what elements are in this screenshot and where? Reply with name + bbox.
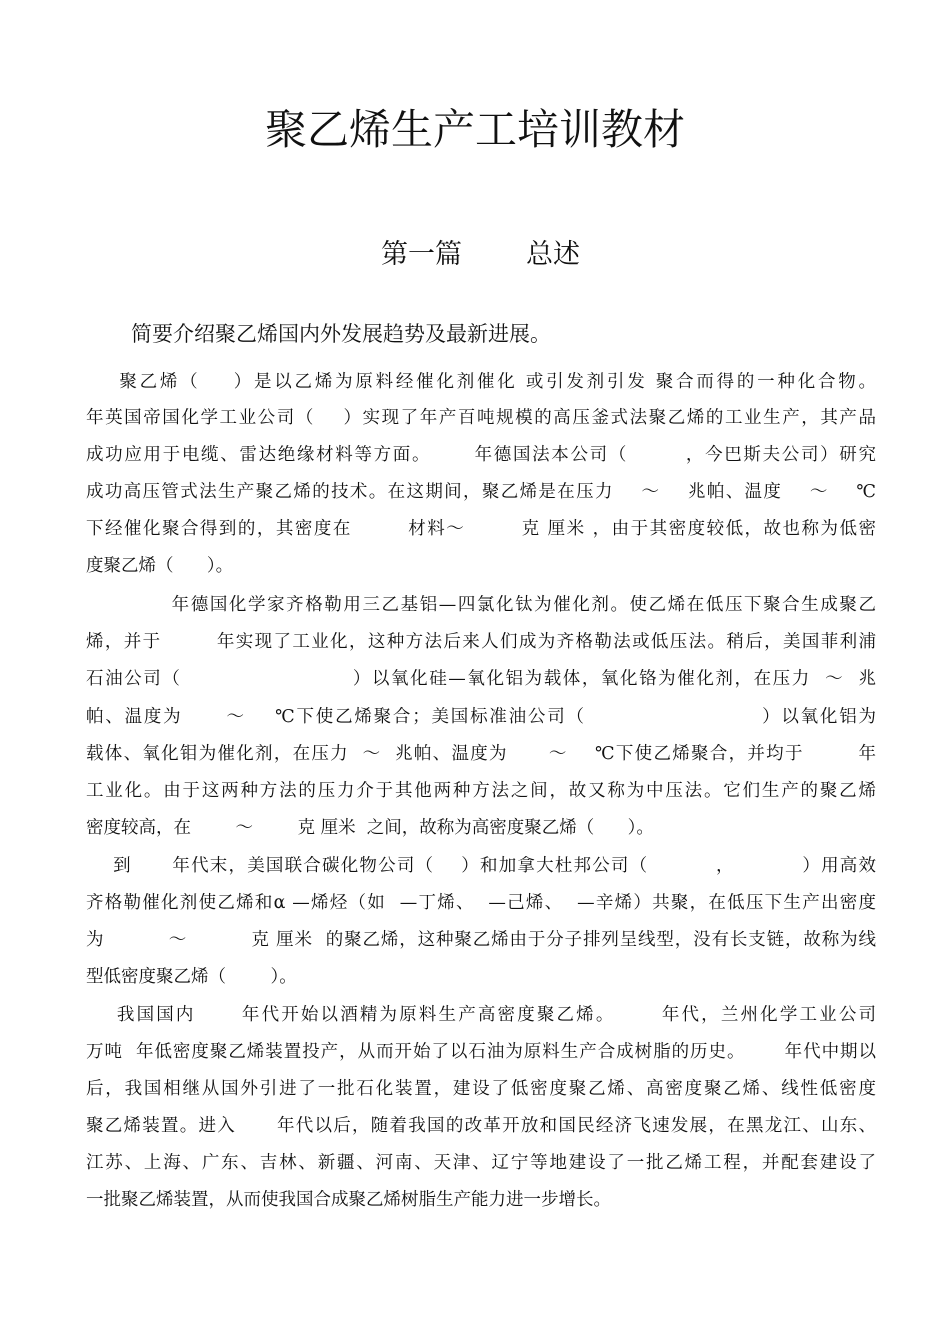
- body-line: 密度较高，在 ～ 克 厘米 之间，故称为高密度聚乙烯（ ）。: [86, 818, 654, 838]
- body-line: 工业化。由于这两种方法的压力介于其他两种方法之间，故又称为中压法。它们生产的聚乙烯: [86, 781, 876, 801]
- body-line: 万吨 年低密度聚乙烯装置投产，从而开始了以石油为原料生产合成树脂的历史。 年代中期以: [86, 1042, 876, 1062]
- body-line: 江苏、上海、广东、吉林、新疆、河南、天津、辽宁等地建设了一批乙烯工程，并配套建设了: [86, 1153, 876, 1173]
- body-line: 为 ～ 克 厘米 的聚乙烯，这种聚乙烯由于分子排列呈线型，没有长支链，故称为线: [86, 930, 876, 950]
- body-line: 年英国帝国化学工业公司（ ）实现了年产百吨规模的高压釜式法聚乙烯的工业生产，其产品: [86, 408, 876, 428]
- body-line: 成功应用于电缆、雷达绝缘材料等方面。 年德国法本公司（ ，今巴斯夫公司）研究: [86, 445, 876, 465]
- body-line: 一批聚乙烯装置，从而使我国合成聚乙烯树脂生产能力进一步增长。: [86, 1190, 611, 1210]
- body-line: 成功高压管式法生产聚乙烯的技术。在这期间，聚乙烯是在压力 ～ 兆帕、温度 ～ ℃: [86, 482, 876, 502]
- body-line: 帕、温度为 ～ ℃下使乙烯聚合；美国标准油公司（ ）以氧化铝为: [86, 707, 876, 727]
- intro-line: 简要介绍聚乙烯国内外发展趋势及最新进展。: [131, 322, 551, 346]
- body-line: 石油公司（ ）以氧化硅—氧化铝为载体，氧化铬为催化剂，在压力 ～ 兆: [86, 669, 876, 689]
- body-line: 下经催化聚合得到的，其密度在 材料～ 克 厘米 ，由于其密度较低，故也称为低密: [86, 519, 876, 539]
- body-line: 到 年代末，美国联合碳化物公司（ ）和加拿大杜邦公司（ ， ）用高效: [86, 856, 876, 876]
- part-number: 第一篇: [381, 239, 462, 270]
- body-line: 齐格勒催化剂使乙烯和α —烯烃（如 —丁烯、 —己烯、 —辛烯）共聚，在低压下生产出密度: [86, 893, 876, 913]
- part-heading: [0, 232, 950, 278]
- body-line: 后，我国相继从国外引进了一批石化装置，建设了低密度聚乙烯、高密度聚乙烯、线性低密度: [86, 1079, 876, 1099]
- body-line: 我国国内 年代开始以酒精为原料生产高密度聚乙烯。 年代，兰州化学工业公司: [86, 1005, 876, 1025]
- document-title: 聚乙烯生产工培训教材: [264, 105, 685, 154]
- body-line: 聚乙烯装置。进入 年代以后，随着我国的改革开放和国民经济飞速发展，在黑龙江、山东、: [86, 1116, 876, 1136]
- body-line: 型低密度聚乙烯（ ）。: [86, 967, 297, 987]
- body-line: 度聚乙烯（ ）。: [86, 556, 234, 576]
- part-name: 总述: [526, 239, 580, 270]
- body-line: 烯，并于 年实现了工业化，这种方法后来人们成为齐格勒法或低压法。稍后，美国菲利浦: [86, 632, 876, 652]
- body-line: 年德国化学家齐格勒用三乙基铝—四氯化钛为催化剂。使乙烯在低压下聚合生成聚乙: [86, 595, 876, 615]
- body-line: 聚乙烯（ ）是以乙烯为原料经催化剂催化 或引发剂引发 聚合而得的一种化合物。: [86, 372, 876, 392]
- body-line: 载体、氧化钼为催化剂，在压力 ～ 兆帕、温度为 ～ ℃下使乙烯聚合，并均于 年: [86, 744, 876, 764]
